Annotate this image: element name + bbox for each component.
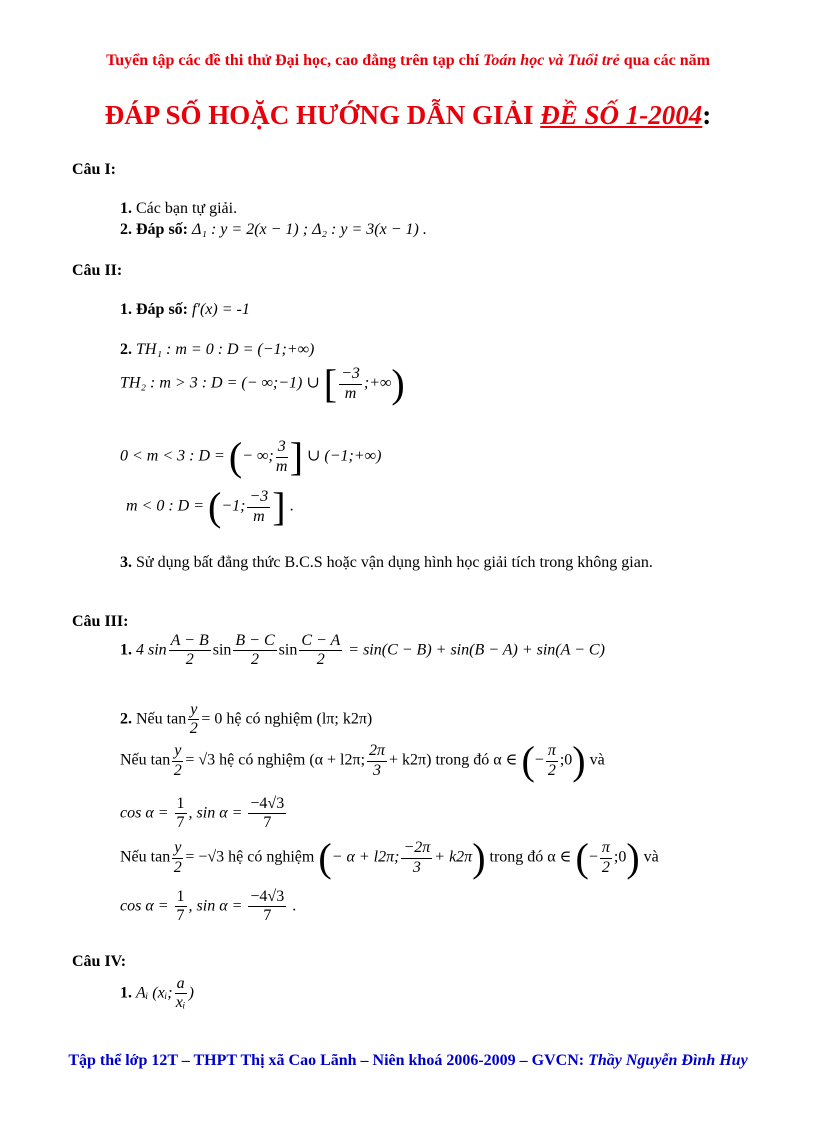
numerator: a: [175, 975, 187, 994]
footer-teacher: Thầy Nguyễn Đình Huy: [588, 1052, 748, 1069]
paren-close: ): [572, 738, 586, 783]
item-number: 2.: [120, 710, 132, 728]
math-expression: TH₁ : m = 0 : D = (−1;+∞): [136, 341, 315, 358]
cau3-cos-sin-2: [120, 888, 296, 926]
cau2-case-3: [120, 434, 382, 479]
math-expression: 0 < m < 3 : D =: [120, 447, 229, 465]
math-expression: sin: [278, 641, 298, 659]
numerator: −4√3: [248, 888, 286, 907]
math-expression: −1;: [221, 497, 246, 515]
cau2-case-2: [120, 361, 405, 406]
numerator: 3: [276, 438, 288, 457]
bracket-open: [: [323, 361, 338, 406]
denominator: 2: [173, 858, 182, 876]
denominator: 7: [176, 907, 185, 925]
page-title: [0, 100, 816, 131]
numerator: −2π: [401, 839, 432, 858]
denominator: 2: [251, 651, 260, 669]
item-text: Các bạn tự giải.: [132, 200, 238, 217]
denominator: 7: [176, 814, 185, 832]
fraction: [175, 888, 187, 926]
bracket-close: ]: [272, 484, 286, 529]
item-number: 3.: [120, 554, 132, 571]
title-main: ĐÁP SỐ HOẶC HƯỚNG DẪN GIẢI: [104, 100, 541, 130]
math-expression: .: [288, 897, 297, 915]
denominator: m: [275, 457, 288, 475]
denominator: xᵢ: [175, 994, 186, 1012]
numerator: B − C: [233, 632, 276, 651]
header-prefix: Tuyển tập các đề thi thử Đại học, cao đẳng trên tạp chí: [106, 52, 484, 69]
fraction: [175, 795, 187, 833]
denominator: 2: [185, 651, 194, 669]
math-expression: ;0: [613, 848, 627, 866]
cau3-line-tan-neg-sqrt3: [120, 835, 659, 880]
fraction: [248, 888, 286, 926]
math-expression: = √3 hệ có nghiệm (α + l2π;: [185, 751, 366, 769]
denominator: 3: [373, 761, 382, 779]
fraction: [247, 488, 270, 526]
fraction: [172, 839, 183, 877]
math-expression: ): [188, 984, 194, 1002]
section-heading-cau-1: Câu I:: [72, 161, 117, 178]
fraction: [188, 701, 199, 739]
cau3-cos-sin-1: [120, 795, 288, 833]
paren-open: (: [318, 835, 332, 880]
cau2-item-2: [120, 341, 314, 359]
cau3-item-1: [120, 632, 605, 670]
item-text: và: [639, 848, 659, 866]
numerator: y: [172, 839, 183, 858]
title-colon: :: [702, 100, 712, 130]
section-heading-cau-4: Câu IV:: [72, 953, 127, 970]
fraction: [169, 632, 211, 670]
numerator: −3: [247, 488, 270, 507]
math-expression: cos α =: [120, 804, 173, 822]
math-expression: = sin(C − B) + sin(B − A) + sin(A − C): [348, 641, 605, 659]
denominator: m: [344, 384, 357, 402]
fraction: [401, 839, 432, 877]
numerator: C − A: [299, 632, 342, 651]
math-expression: m < 0 : D =: [126, 497, 209, 515]
cau1-item-2: [120, 221, 427, 239]
math-expression: Δ₁ : y = 2(x − 1) ; Δ₂ : y = 3(x − 1) .: [192, 221, 427, 238]
numerator: 2π: [367, 742, 387, 761]
fraction: [546, 742, 558, 780]
denominator: m: [253, 507, 265, 525]
section-heading-cau-2: Câu II:: [72, 262, 123, 279]
math-expression: 4 sin: [136, 641, 167, 659]
numerator: −4√3: [248, 795, 286, 814]
fraction: [175, 975, 187, 1013]
bracket-close: ]: [289, 434, 304, 479]
section-heading-cau-3: Câu III:: [72, 613, 129, 630]
numerator: 1: [175, 888, 187, 907]
denominator: 2: [189, 720, 198, 738]
math-expression: ;0: [559, 751, 573, 769]
item-number: 1.: [120, 641, 132, 659]
item-number: 1.: [120, 984, 132, 1002]
item-text: Nếu tan: [120, 848, 171, 866]
math-expression: f′(x) = -1: [192, 301, 250, 318]
cau3-line-tan-sqrt3: [120, 738, 605, 783]
item-text: Nếu tan: [120, 751, 171, 769]
paren-close: ): [391, 361, 405, 406]
numerator: π: [600, 839, 612, 858]
paren-close: ): [472, 835, 486, 880]
math-expression: −: [534, 751, 544, 769]
denominator: 2: [316, 651, 325, 669]
math-expression: sin: [212, 641, 232, 659]
numerator: −3: [339, 365, 362, 384]
paren-open: (: [575, 835, 589, 880]
math-expression: ∪ (−1;+∞): [303, 447, 382, 465]
fraction: [248, 795, 286, 833]
cau3-item-2: [120, 701, 372, 739]
math-expression: = −√3 hệ có nghiệm: [185, 848, 319, 866]
item-text: Sử dụng bất đẳng thức B.C.S hoặc vận dụng hình học giải tích trong không gian.: [132, 554, 653, 571]
item-text: Nếu tan: [132, 710, 187, 728]
header-suffix: qua các năm: [619, 52, 710, 69]
denominator: 3: [412, 858, 421, 876]
paren-close: ): [626, 835, 640, 880]
paren-open: (: [521, 738, 535, 783]
denominator: 2: [547, 761, 556, 779]
fraction: [172, 742, 183, 780]
math-expression: Aᵢ (xᵢ;: [136, 984, 173, 1002]
math-expression: − α + l2π;: [331, 848, 400, 866]
title-exam-number: ĐỀ SỐ 1-2004: [540, 100, 703, 130]
math-expression: , sin α =: [188, 897, 247, 915]
math-expression: TH₂ : m > 3 : D = (− ∞;−1) ∪: [120, 374, 324, 392]
denominator: 7: [263, 907, 272, 925]
paren-open: (: [228, 434, 243, 479]
cau2-case-4: [126, 484, 294, 529]
header-magazine: Toán học và Tuổi trẻ: [483, 52, 620, 69]
fraction: [299, 632, 342, 670]
item-text: và: [585, 751, 605, 769]
denominator: 2: [601, 858, 610, 876]
cau1-item-1: [120, 200, 237, 218]
fraction: [276, 438, 288, 476]
math-expression: .: [285, 497, 294, 515]
numerator: y: [172, 742, 183, 761]
denominator: 2: [173, 761, 182, 779]
fraction: [367, 742, 387, 780]
numerator: π: [546, 742, 558, 761]
math-expression: = 0 hệ có nghiệm (lπ; k2π): [201, 710, 373, 728]
item-number: 2.: [120, 341, 132, 358]
math-expression: + k2π: [434, 848, 473, 866]
math-expression: ;+∞: [363, 374, 392, 392]
footer-text: Tập thể lớp 12T – THPT Thị xã Cao Lãnh – Niên khoá 2006-2009 – GVCN:: [68, 1052, 589, 1069]
item-number: 1. Đáp số:: [120, 301, 189, 318]
paren-open: (: [208, 484, 222, 529]
page-header: [0, 52, 816, 70]
numerator: A − B: [169, 632, 211, 651]
item-number: 1.: [120, 200, 132, 217]
numerator: 1: [175, 795, 187, 814]
math-expression: , sin α =: [188, 804, 247, 822]
math-expression: + k2π) trong đó α ∈: [389, 751, 522, 769]
numerator: y: [188, 701, 199, 720]
item-number: 2. Đáp số:: [120, 221, 189, 238]
cau2-item-1: [120, 301, 250, 319]
math-expression: − ∞;: [242, 447, 274, 465]
fraction: [339, 365, 362, 403]
cau2-item-3: [120, 554, 653, 572]
fraction: [233, 632, 276, 670]
page-footer: [0, 1052, 816, 1070]
cau4-item-1: [120, 975, 194, 1013]
fraction: [600, 839, 612, 877]
math-expression: cos α =: [120, 897, 173, 915]
denominator: 7: [263, 814, 272, 832]
math-expression: −: [588, 848, 598, 866]
math-expression: trong đó α ∈: [485, 848, 576, 866]
